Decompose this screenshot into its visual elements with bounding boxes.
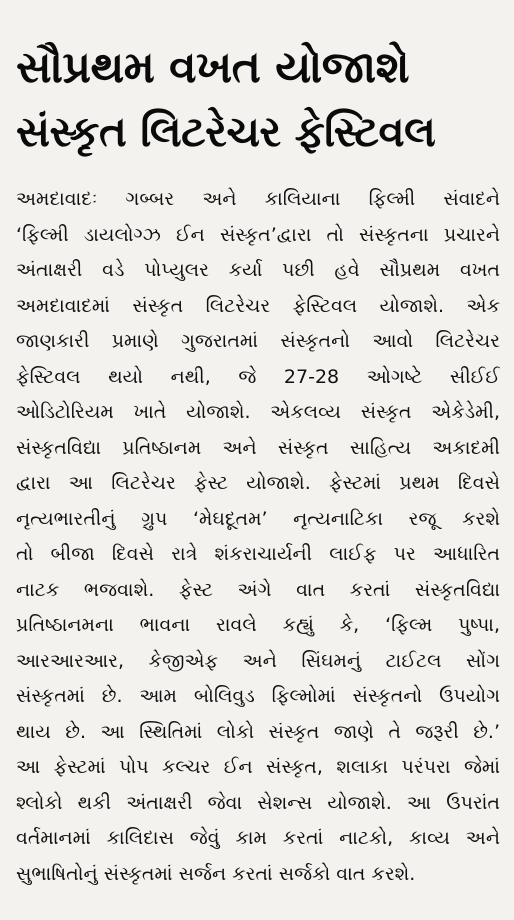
body-line: નાટક ભજવાશે. ફેસ્ટ અંગે વાત કરતાં સંસ્કૃતવિદ્યા [16, 578, 500, 601]
body-line: આરઆરઆર, કેજીએફ અને સિંઘમનું ટાઈટલ સોંગ [16, 649, 500, 672]
body-line: વર્તમાનમાં કાલિદાસ જેવું કામ કરતાં નાટકો, કાવ્ય અને [16, 827, 500, 849]
body-line: સંસ્કૃતમાં છે. આમ બોલિવુડ ફિલ્મોમાં સંસ્કૃતનો ઉપયોગ [16, 685, 500, 707]
body-line: ફેસ્ટિવલ થયો નથી, જે 27-28 ઓગષ્ટે સીઈઈ [16, 365, 500, 388]
body-line: શ્લોકો થકી અંતાક્ષરી જેવા સેશન્સ યોજાશે. આ ઉપરાંત [16, 791, 500, 814]
headline-line-1: સૌપ્રથમ વખત યોજાશે [16, 42, 410, 93]
body-line: સંસ્કૃતવિદ્યા પ્રતિષ્ઠાનમ અને સંસ્કૃત સાહિત્ય અકાદમી [16, 436, 500, 459]
body-line: સુભાષિતોનું સંસ્કૃતમાં સર્જન કરતાં સર્જકો વાત કરશે. [16, 862, 416, 885]
body-line: આ ફેસ્ટમાં પોપ કલ્ચર ઈન સંસ્કૃત, શલાકા પરંપરા જેમાં [16, 756, 500, 778]
body-line: અંતાક્ષરી વડે પોપ્યુલર કર્યા પછી હવે સૌપ્રથમ વખત [16, 259, 500, 281]
body-line: નૃત્યભારતીનું ગ્રુપ ‘મેઘદૂતમ’ નૃત્યનાટિકા રજૂ કરશે [16, 507, 500, 530]
article-headline [16, 36, 500, 164]
body-line: અમદાવાદમાં સંસ્કૃત લિટરેચર ફેસ્ટિવલ યોજાશે. એક [16, 294, 500, 317]
body-line: તો બીજા દિવસે રાત્રે શંકરાચાર્યની લાઈફ પર આધારિત [16, 543, 500, 565]
headline-line-2: સંસ્કૃત લિટરેચર ફેસ્ટિવલ [16, 107, 436, 156]
article-body [16, 182, 500, 892]
body-line: ‘ફિલ્મી ડાયલોગ્ઝ ઈન સંસ્કૃત’દ્વારા તો સંસ્કૃતના પ્રચારને [16, 223, 500, 246]
body-line: પ્રતિષ્ઠાનમના ભાવના રાવલે કહ્યું કે, ‘ફિલ્મ પુષ્પા, [16, 614, 500, 636]
body-line: દ્વારા આ લિટરેચર ફેસ્ટ યોજાશે. ફેસ્ટમાં પ્રથમ દિવસે [16, 472, 500, 494]
body-line: ઓડિટોરિયમ ખાતે યોજાશે. એકલવ્ય સંસ્કૃત એકેડેમી, [16, 401, 500, 423]
body-line: અમદાવાદઃ ગબ્બર અને કાલિયાના ફિલ્મી સંવાદને [16, 188, 500, 210]
body-line: થાય છે. આ સ્થિતિમાં લોકો સંસ્કૃત જાણે તે જરૂરી છે.’ [16, 720, 500, 743]
body-line: જાણકારી પ્રમાણે ગુજરાતમાં સંસ્કૃતનો આવો લિટરેચર [16, 330, 500, 352]
